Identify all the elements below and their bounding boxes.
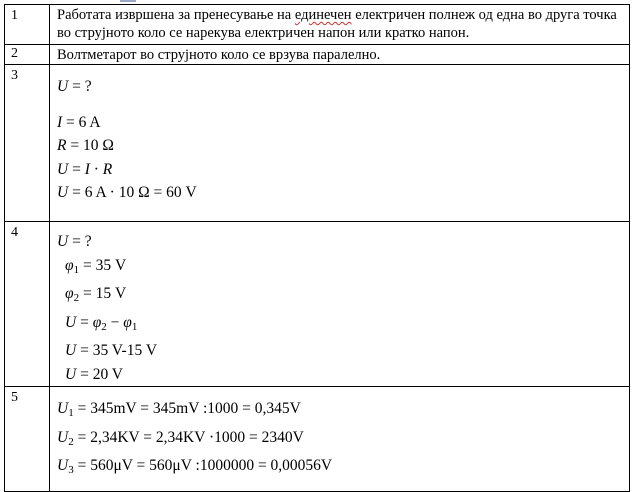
formula-line: $U_2 = 2,34KV = 2,34KV \cdot 1000 = 2340V$ xyxy=(57,428,304,448)
table-row xyxy=(5,65,630,222)
answers-table xyxy=(4,4,630,492)
answer-text: Работата извршена за пренесување на единечен електричен полнеж од една во друга точка во струјното коло се нарекува електричен напон или кратко напон. xyxy=(57,7,617,41)
formula-line: U = ? xyxy=(57,78,92,95)
answer-cell xyxy=(50,387,630,492)
answer-cell xyxy=(50,45,630,65)
formula-line: I = 6 A xyxy=(57,113,101,131)
formula-line: $\varphi_1 = 35$ V xyxy=(65,256,127,276)
formula-line: U = 6 A · 10 Ω = 60 V xyxy=(57,184,197,201)
row-number: 5 xyxy=(5,387,50,492)
formula-line: $U_3 = 560\mu V = 560\mu V$ :1000000 = 0,00056V xyxy=(57,457,333,476)
row-number: 4 xyxy=(5,222,50,387)
row-number: 3 xyxy=(5,65,50,222)
answer-text: Волтметарот во струјното коло се врзува паралелно. xyxy=(57,47,381,63)
formula-line: $U = \varphi_2 - \varphi_1$ xyxy=(65,313,138,333)
table-row xyxy=(5,5,630,45)
table-row xyxy=(5,222,630,387)
formula-line: $\varphi_2 = 15$ V xyxy=(65,285,127,304)
formula-line: U = 35 V-15 V xyxy=(65,342,158,359)
formula-line: U = 20 V xyxy=(65,365,123,383)
answer-cell xyxy=(50,5,630,45)
table-row xyxy=(5,45,630,65)
formula-line: $U_1 = 345mV = 345mV$ :1000 = 0,345V xyxy=(57,400,301,419)
table-row xyxy=(5,387,630,492)
formula-line: U = ? xyxy=(57,233,92,250)
formula-line: R = 10 Ω xyxy=(57,137,114,154)
answer-cell xyxy=(50,65,630,222)
row-number: 1 xyxy=(5,5,50,45)
formula-line: U = I · R xyxy=(57,160,113,178)
answer-cell xyxy=(50,222,630,387)
row-number: 2 xyxy=(5,45,50,65)
spellcheck-underlined-word: единечен xyxy=(294,7,352,23)
